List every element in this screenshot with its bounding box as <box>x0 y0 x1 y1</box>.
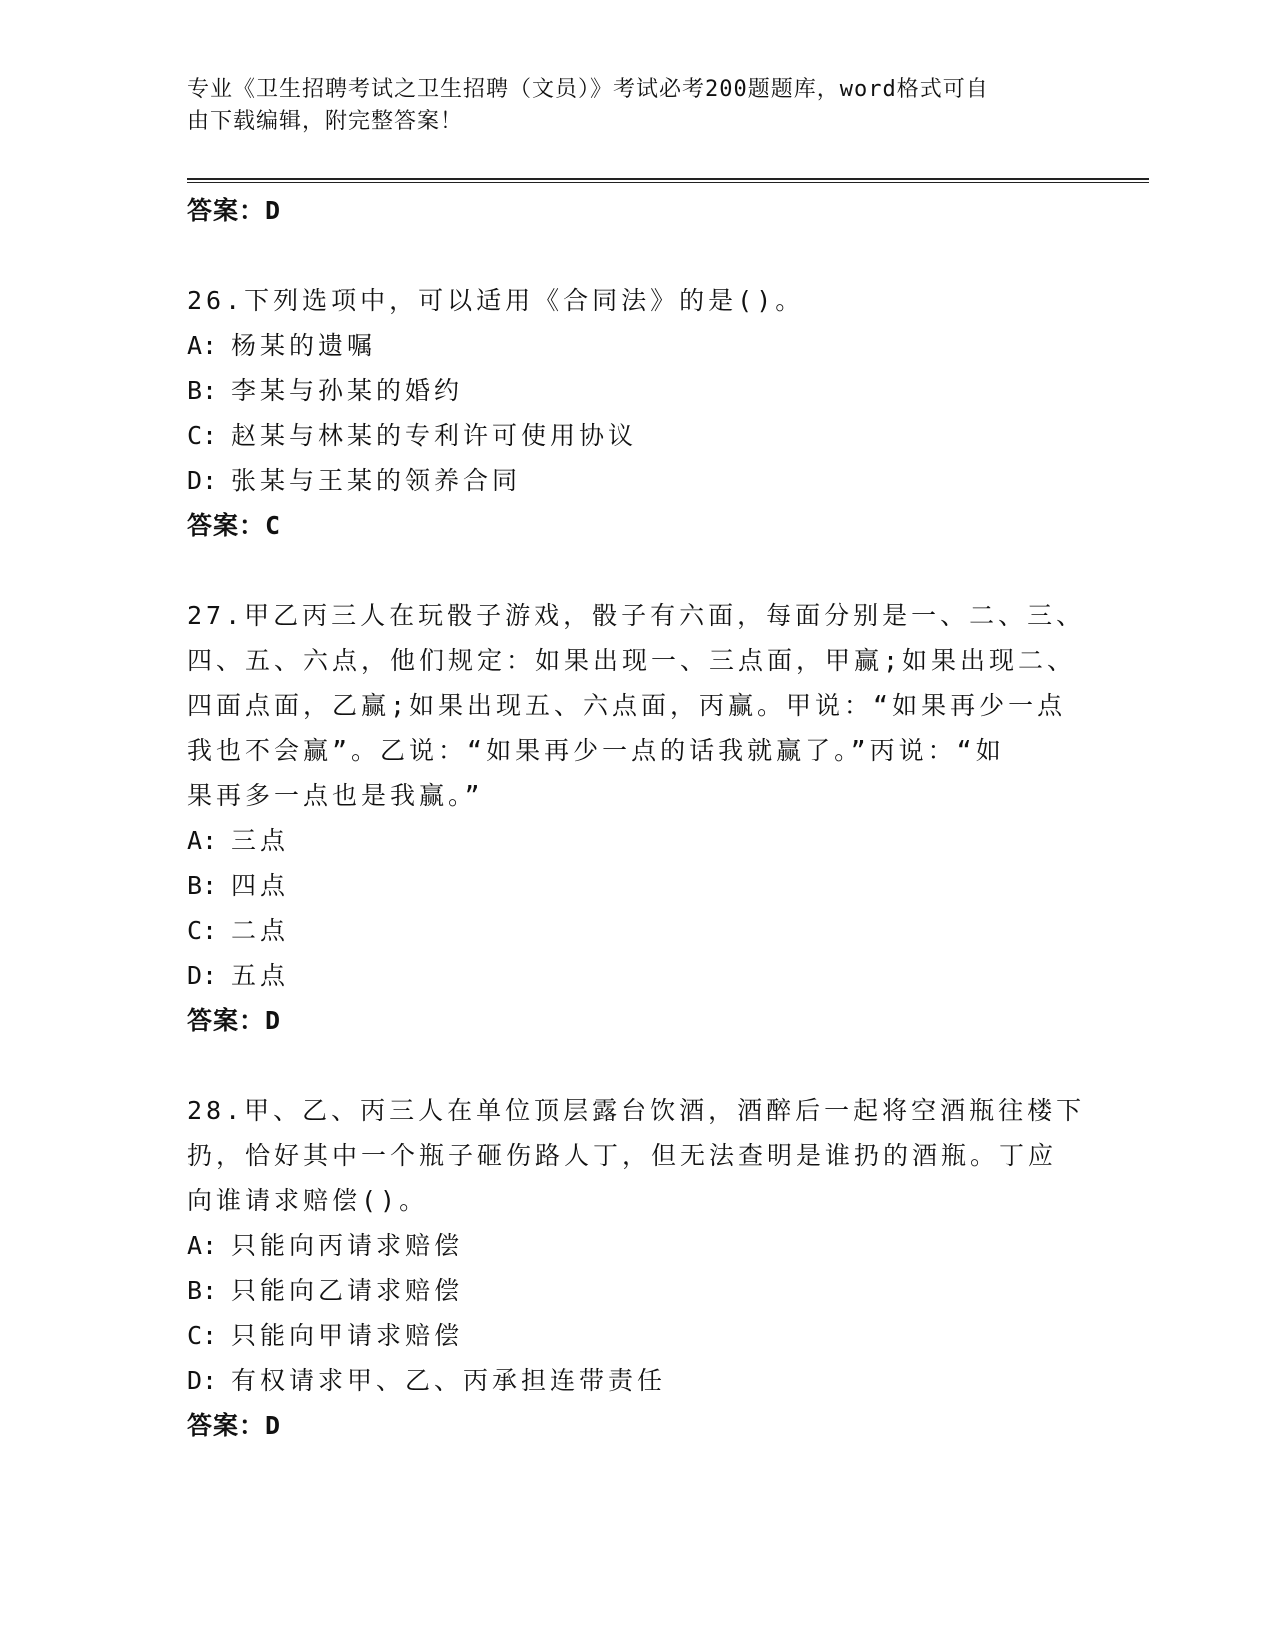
question-stem: 26.下列选项中，可以适用《合同法》的是()。 <box>187 286 805 315</box>
option-text: 三点 <box>231 826 290 855</box>
answer: 答案：D <box>187 1411 282 1440</box>
question-stem-line: 我也不会赢”。乙说：“如果再少一点的话我就赢了。”丙说：“如 <box>187 736 1005 765</box>
option-letter: C: <box>187 421 218 450</box>
option-text: 只能向丙请求赔偿 <box>231 1231 464 1260</box>
question-stem-line: 四面点面，乙赢;如果出现五、六点面，丙赢。甲说：“如果再少一点 <box>187 691 1067 720</box>
header-divider-thick <box>187 178 1149 180</box>
option-c <box>187 908 1087 953</box>
option-d <box>187 1358 1087 1403</box>
option-text: 二点 <box>231 916 290 945</box>
question-27 <box>187 593 1087 1043</box>
answer: 答案：C <box>187 511 282 540</box>
option-d <box>187 458 1087 503</box>
question-26 <box>187 278 1087 548</box>
option-text: 只能向甲请求赔偿 <box>231 1321 464 1350</box>
question-list <box>187 188 1087 1448</box>
option-letter: C: <box>187 1321 218 1350</box>
option-letter: B: <box>187 871 218 900</box>
document-header <box>187 74 1067 138</box>
option-a <box>187 323 1087 368</box>
spacer <box>187 233 1087 278</box>
option-letter: B: <box>187 376 218 405</box>
option-letter: A: <box>187 331 218 360</box>
option-text: 李某与孙某的婚约 <box>231 376 464 405</box>
option-letter: D: <box>187 1366 218 1395</box>
option-a <box>187 818 1087 863</box>
header-title-line-1: 专业《卫生招聘考试之卫生招聘（文员）》考试必考200题题库，word格式可自 <box>187 77 989 102</box>
option-text: 有权请求甲、乙、丙承担连带责任 <box>231 1366 667 1395</box>
question-stem-line: 27.甲乙丙三人在玩骰子游戏，骰子有六面，每面分别是一、二、三、 <box>187 601 1086 630</box>
question-stem-line: 28.甲、乙、丙三人在单位顶层露台饮酒，酒醉后一起将空酒瓶往楼下 <box>187 1096 1086 1125</box>
header-title-line-2: 由下载编辑，附完整答案！ <box>187 109 464 134</box>
option-letter: D: <box>187 961 218 990</box>
option-d <box>187 953 1087 998</box>
option-a <box>187 1223 1087 1268</box>
previous-answer: 答案：D <box>187 196 282 225</box>
option-letter: C: <box>187 916 218 945</box>
question-stem-line: 果再多一点也是我赢。” <box>187 781 484 810</box>
question-stem-line: 向谁请求赔偿()。 <box>187 1186 429 1215</box>
answer: 答案：D <box>187 1006 282 1035</box>
option-b <box>187 368 1087 413</box>
option-c <box>187 413 1087 458</box>
option-letter: D: <box>187 466 218 495</box>
option-letter: A: <box>187 826 218 855</box>
option-c <box>187 1313 1087 1358</box>
question-28 <box>187 1088 1087 1448</box>
option-b <box>187 1268 1087 1313</box>
question-stem-line: 扔，恰好其中一个瓶子砸伤路人丁，但无法查明是谁扔的酒瓶。丁应 <box>187 1141 1058 1170</box>
spacer <box>187 548 1087 593</box>
option-b <box>187 863 1087 908</box>
option-text: 五点 <box>231 961 290 990</box>
option-letter: B: <box>187 1276 218 1305</box>
option-text: 杨某的遗嘱 <box>231 331 377 360</box>
option-text: 赵某与林某的专利许可使用协议 <box>231 421 638 450</box>
header-divider-thin <box>187 182 1149 183</box>
option-text: 四点 <box>231 871 290 900</box>
option-text: 张某与王某的领养合同 <box>231 466 522 495</box>
question-stem-line: 四、五、六点，他们规定：如果出现一、三点面，甲赢;如果出现二、 <box>187 646 1077 675</box>
option-letter: A: <box>187 1231 218 1260</box>
spacer <box>187 1043 1087 1088</box>
option-text: 只能向乙请求赔偿 <box>231 1276 464 1305</box>
